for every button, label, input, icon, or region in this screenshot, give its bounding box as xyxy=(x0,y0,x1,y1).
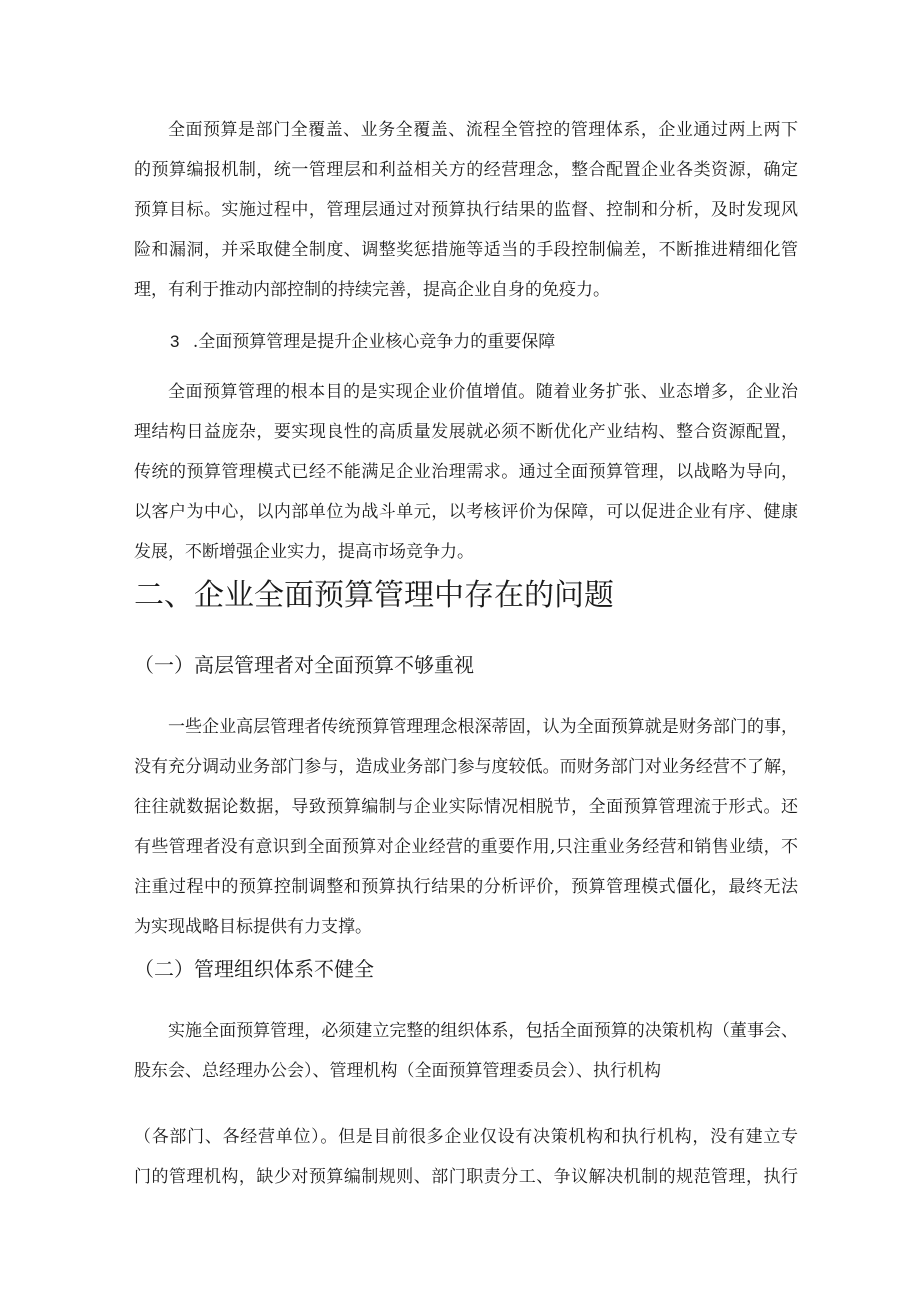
paragraph-line: 理，有利于推动内部控制的持续完善，提高企业自身的免疫力。 xyxy=(134,280,610,300)
paragraph-line: 全面预算管理的根本目的是实现企业价值增值。随着业务扩张、业态增多，企业治 xyxy=(168,382,798,402)
subsection-heading: （二）管理组织体系不健全 xyxy=(134,957,374,981)
paragraph-line: 理结构日益庞杂，要实现良性的高质量发展就必须不断优化产业结构、整合资源配置， xyxy=(134,422,798,442)
paragraph-line: 实施全面预算管理，必须建立完整的组织体系，包括全面预算的决策机构（董事会、 xyxy=(168,1021,798,1041)
paragraph-line: 全面预算是部门全覆盖、业务全覆盖、流程全管控的管理体系，企业通过两上两下 xyxy=(168,120,798,140)
paragraph-line: 以客户为中心，以内部单位为战斗单元，以考核评价为保障，可以促进企业有序、健康 xyxy=(134,502,798,522)
paragraph-line: 的预算编报机制，统一管理层和利益相关方的经营理念，整合配置企业各类资源，确定 xyxy=(134,160,798,180)
paragraph-line: 股东会、总经理办公会）、管理机构（全面预算管理委员会）、执行机构 xyxy=(134,1061,661,1081)
paragraph-line: 为实现战略目标提供有力支撑。 xyxy=(134,917,372,937)
section-heading: 二、企业全面预算管理中存在的问题 xyxy=(134,578,614,613)
subheading-number: 3 xyxy=(170,332,180,351)
paragraph-line: 一些企业高层管理者传统预算管理理念根深蒂固，认为全面预算就是财务部门的事， xyxy=(168,717,798,737)
subheading-text: .全面预算管理是提升企业核心竞争力的重要保障 xyxy=(192,332,556,352)
paragraph-line: 注重过程中的预算控制调整和预算执行结果的分析评价，预算管理模式僵化，最终无法 xyxy=(134,877,798,897)
subheading-core-competitiveness xyxy=(170,331,555,353)
paragraph-line: 传统的预算管理模式已经不能满足企业治理需求。通过全面预算管理，以战略为导向， xyxy=(134,462,798,482)
paragraph-line: 预算目标。实施过程中，管理层通过对预算执行结果的监督、控制和分析，及时发现风 xyxy=(134,200,798,220)
paragraph-line: 往往就数据论数据，导致预算编制与企业实际情况相脱节，全面预算管理流于形式。还 xyxy=(134,797,798,817)
paragraph-line: 险和漏洞，并采取健全制度、调整奖惩措施等适当的手段控制偏差，不断推进精细化管 xyxy=(134,240,798,260)
subsection-heading: （一）高层管理者对全面预算不够重视 xyxy=(134,653,474,677)
paragraph-line: 发展，不断增强企业实力，提高市场竞争力。 xyxy=(134,542,474,562)
paragraph-line: （各部门、各经营单位）。但是目前很多企业仅设有决策机构和执行机构，没有建立专 xyxy=(134,1127,798,1147)
paragraph-line: 没有充分调动业务部门参与，造成业务部门参与度较低。而财务部门对业务经营不了解， xyxy=(134,757,798,777)
paragraph-line: 有些管理者没有意识到全面预算对企业经营的重要作用,只注重业务经营和销售业绩，不 xyxy=(134,837,798,857)
paragraph-line: 门的管理机构，缺少对预算编制规则、部门职责分工、争议解决机制的规范管理，执行 xyxy=(134,1167,798,1187)
